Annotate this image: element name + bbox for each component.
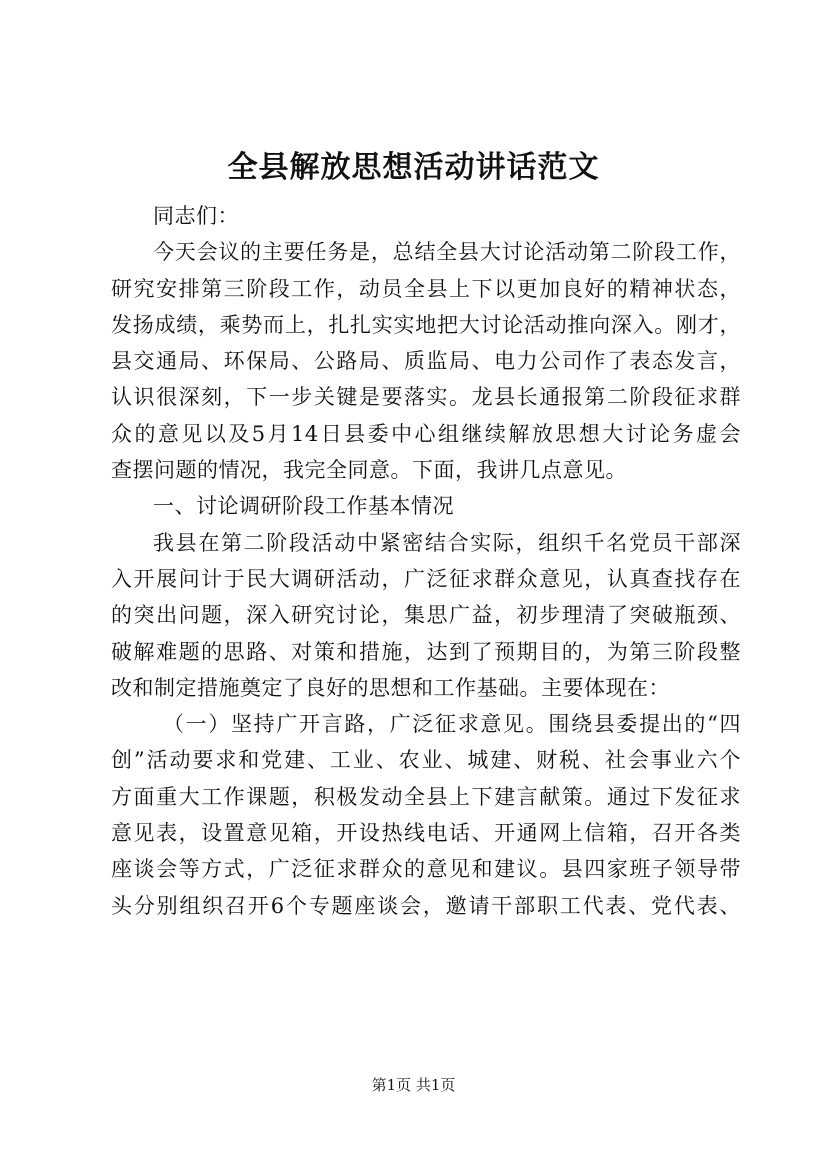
paragraph-line: 入开展问计于民大调研活动，广泛征求群众意见，认真查找存在 <box>111 566 741 591</box>
paragraph-line: 我县在第二阶段活动中紧密结合实际，组织千名党员干部深 <box>153 530 741 555</box>
salutation-line: 同志们： <box>153 204 239 228</box>
document-body <box>111 198 741 924</box>
paragraph-line: 意见表，设置意见箱，开设热线电话、开通网上信箱，召开各类 <box>111 821 741 846</box>
paragraph-line: 发扬成绩，乘势而上，扎扎实实地把大讨论活动推向深入。刚才， <box>111 312 741 337</box>
page-footer: 第1页 共1页 <box>371 1076 456 1094</box>
section-heading: 一、讨论调研阶段工作基本情况 <box>153 494 454 519</box>
paragraph-line: 的突出问题，深入研究讨论，集思广益，初步理清了突破瓶颈、 <box>111 603 741 628</box>
paragraph-line: 改和制定措施奠定了良好的思想和工作基础。主要体现在： <box>111 675 670 700</box>
paragraph-line: 今天会议的主要任务是，总结全县大讨论活动第二阶段工作， <box>153 240 741 265</box>
paragraph-line: 认识很深刻，下一步关键是要落实。龙县长通报第二阶段征求群 <box>111 385 741 410</box>
paragraph-line: 研究安排第三阶段工作，动员全县上下以更加良好的精神状态， <box>111 276 741 301</box>
subsection-line: （一）坚持广开言路，广泛征求意见。围绕县委提出的“四 <box>163 712 741 737</box>
paragraph-line: 方面重大工作课题，积极发动全县上下建言献策。通过下发征求 <box>111 784 741 809</box>
paragraph-line: 头分别组织召开6个专题座谈会，邀请干部职工代表、党代表、 <box>111 893 741 918</box>
paragraph-line: 查摆问题的情况，我完全同意。下面，我讲几点意见。 <box>111 458 627 483</box>
paragraph-line: 座谈会等方式，广泛征求群众的意见和建议。县四家班子领导带 <box>111 857 741 882</box>
paragraph-line: 破解难题的思路、对策和措施，达到了预期目的，为第三阶段整 <box>111 639 741 664</box>
document-title: 全县解放思想活动讲话范文 <box>227 150 600 185</box>
paragraph-line: 县交通局、环保局、公路局、质监局、电力公司作了表态发言， <box>111 349 741 374</box>
paragraph-line: 创”活动要求和党建、工业、农业、城建、财税、社会事业六个 <box>111 748 741 773</box>
paragraph-line: 众的意见以及5月14日县委中心组继续解放思想大讨论务虚会 <box>111 421 741 446</box>
